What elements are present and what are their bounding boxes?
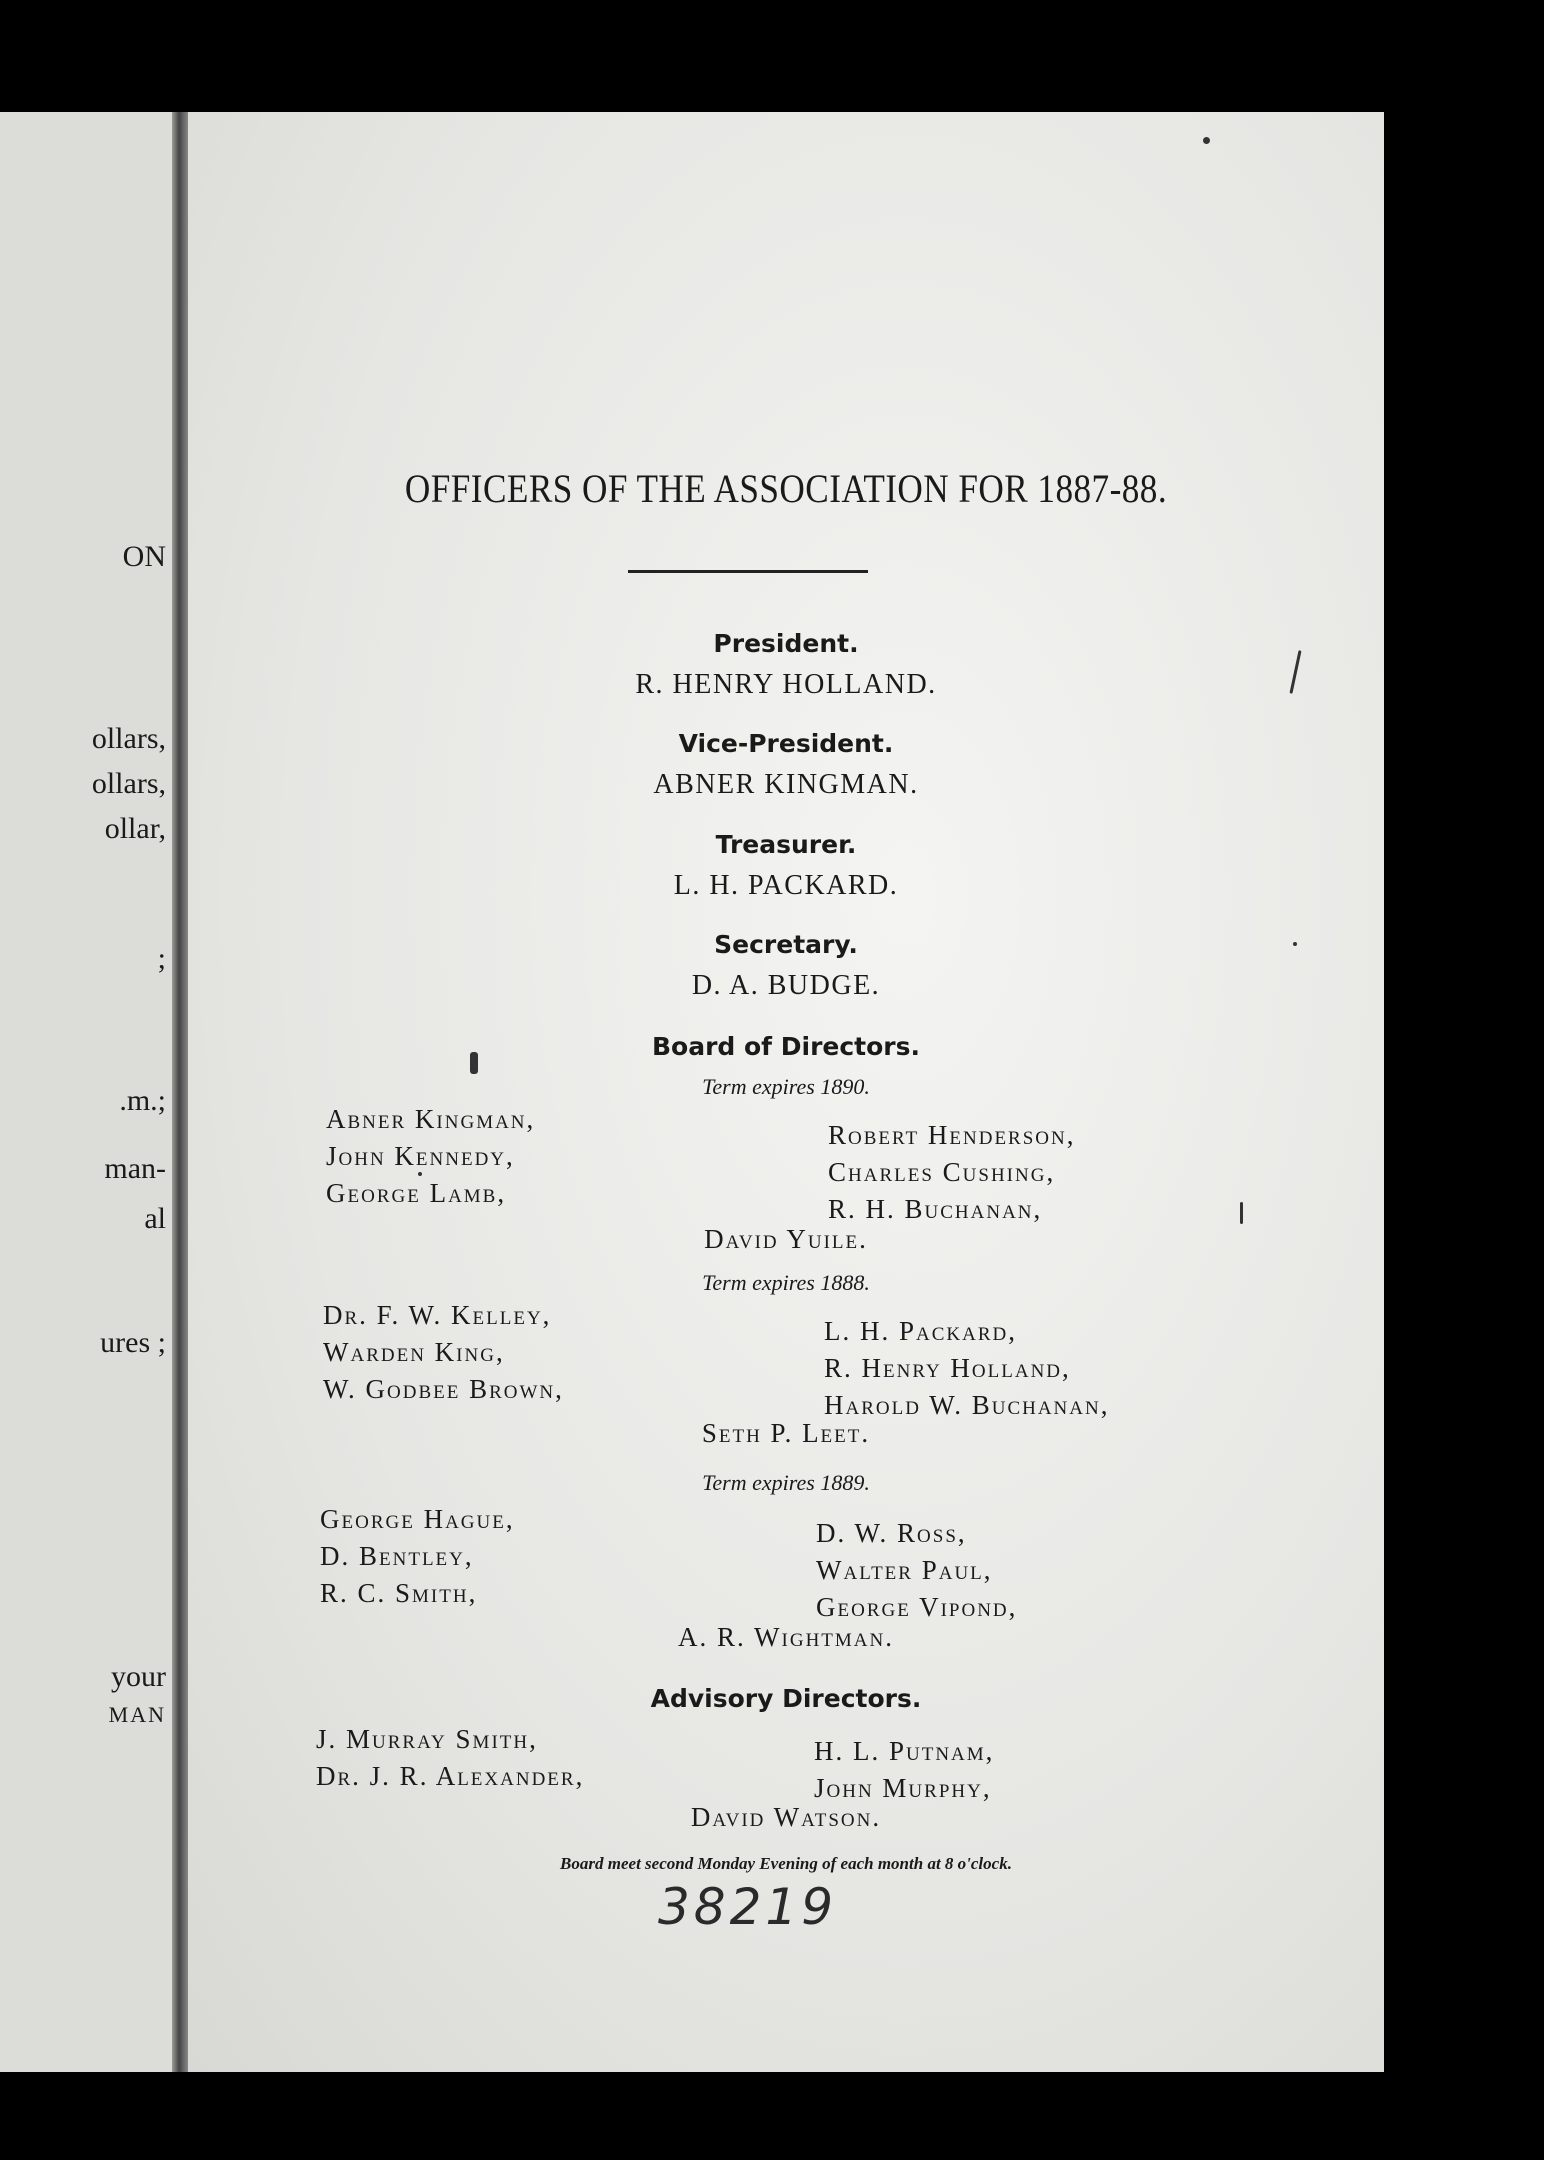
director-name: L. H. Packard,: [824, 1316, 1017, 1346]
director-name: R. H. Buchanan,: [828, 1194, 1043, 1224]
director-name: D. Bentley,: [320, 1541, 474, 1571]
director-name: Charles Cushing,: [828, 1157, 1056, 1187]
handwritten-number: 38219: [658, 1878, 838, 1936]
dust-speck: [1293, 942, 1297, 946]
term-label: Term expires 1888.: [702, 1270, 870, 1295]
director-name: Robert Henderson,: [828, 1120, 1076, 1150]
president-name: R. HENRY HOLLAND.: [635, 669, 937, 700]
treasurer-heading: Treasurer.: [715, 830, 857, 859]
advisory-name: John Murphy,: [814, 1773, 992, 1803]
directors-left-column: [323, 1300, 564, 1411]
facing-page-fragment: [0, 112, 172, 2072]
left-fragment: ollars,: [91, 722, 166, 755]
directors-left-column: [326, 1104, 535, 1215]
director-name: Dr. F. W. Kelley,: [323, 1300, 552, 1330]
director-name-center: David Yuile.: [704, 1224, 868, 1254]
left-fragment: ;: [157, 942, 166, 975]
advisory-name: Dr. J. R. Alexander,: [316, 1761, 585, 1791]
book-gutter: [172, 112, 188, 2072]
left-fragment: MAN: [108, 1702, 166, 1727]
left-fragment: your: [111, 1660, 166, 1693]
board-meeting-note: Board meet second Monday Evening of each month at 8 o'clock.: [560, 1854, 1012, 1873]
term-label: Term expires 1890.: [702, 1074, 870, 1099]
document-page: [188, 112, 1384, 2072]
treasurer-name: L. H. PACKARD.: [673, 870, 899, 901]
left-fragment: ollars,: [91, 767, 166, 800]
advisory-right-column: [814, 1736, 994, 1810]
left-fragment: al: [144, 1202, 166, 1235]
secretary-name: D. A. BUDGE.: [691, 970, 881, 1001]
dust-speck: [1203, 137, 1210, 144]
director-name-center: A. R. Wightman.: [678, 1622, 894, 1652]
advisory-heading: Advisory Directors.: [650, 1684, 922, 1713]
term-label: Term expires 1889.: [702, 1470, 870, 1495]
director-name: George Lamb,: [326, 1178, 507, 1208]
left-fragment: ON: [122, 540, 166, 573]
director-name: R. Henry Holland,: [824, 1353, 1071, 1383]
advisory-name: H. L. Putnam,: [814, 1736, 995, 1766]
director-name: Harold W. Buchanan,: [824, 1390, 1110, 1420]
left-fragment: ures ;: [100, 1326, 166, 1359]
director-name: George Hague,: [320, 1504, 515, 1534]
director-name: R. C. Smith,: [320, 1578, 478, 1608]
left-fragment: ollar,: [104, 812, 166, 845]
advisory-name: J. Murray Smith,: [316, 1724, 538, 1754]
directors-right-column: [828, 1120, 1075, 1231]
director-name: Abner Kingman,: [326, 1104, 536, 1134]
vice-president-name: ABNER KINGMAN.: [653, 769, 919, 800]
board-heading: Board of Directors.: [651, 1032, 921, 1061]
page-title: OFFICERS OF THE ASSOCIATION FOR 1887-88.: [404, 466, 1168, 511]
vice-president-heading: Vice-President.: [678, 729, 894, 758]
left-fragment: .m.;: [119, 1084, 166, 1117]
director-name: Warden King,: [323, 1337, 505, 1367]
advisory-name-center: David Watson.: [690, 1802, 882, 1832]
director-name: John Kennedy,: [326, 1141, 515, 1171]
left-fragment: man-: [104, 1152, 166, 1185]
title-rule: [628, 570, 868, 573]
dust-speck: [418, 1172, 422, 1176]
directors-left-column: [320, 1504, 515, 1615]
president-heading: President.: [713, 629, 859, 658]
director-name: Walter Paul,: [816, 1555, 993, 1585]
dust-speck: [470, 1052, 478, 1074]
advisory-left-column: [316, 1724, 584, 1798]
director-name: W. Godbee Brown,: [323, 1374, 564, 1404]
directors-right-column: [824, 1316, 1109, 1427]
director-name: George Vipond,: [816, 1592, 1018, 1622]
director-name-center: Seth P. Leet.: [701, 1418, 871, 1448]
director-name: D. W. Ross,: [816, 1518, 967, 1548]
secretary-heading: Secretary.: [714, 930, 858, 959]
dust-speck: [1240, 1202, 1243, 1224]
directors-right-column: [816, 1518, 1017, 1629]
